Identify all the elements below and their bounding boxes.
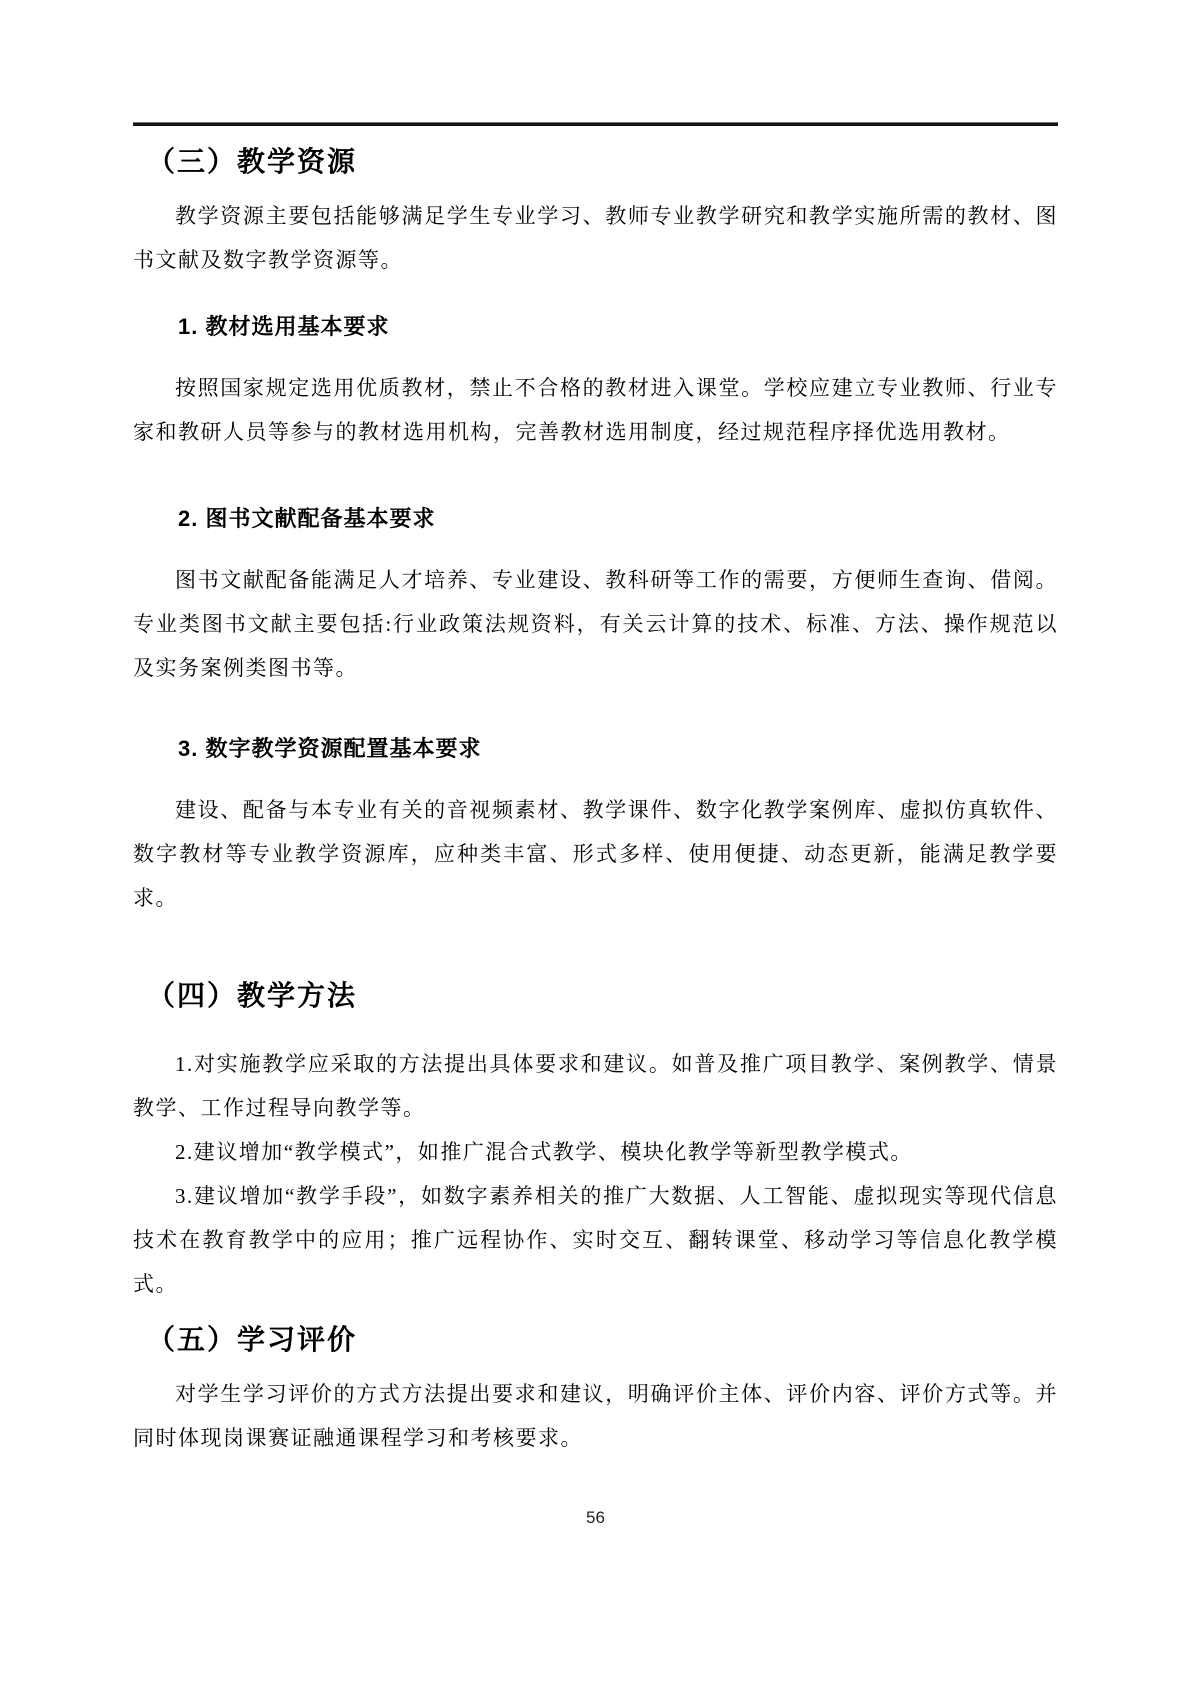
subsection-1-heading: 1. 教材选用基本要求 — [178, 314, 390, 339]
section-4-paragraph-2: 2.建议增加“教学模式”，如推广混合式教学、模块化教学等新型教学模式。 — [175, 1140, 913, 1164]
section-3-heading: （三）教学资源 — [147, 146, 358, 177]
subsection-1-paragraph: 按照国家规定选用优质教材，禁止不合格的教材进入课堂。学校应建立专业教师、行业专家和教研人员等参与的教材选用机构，完善教材选用制度，经过规范程序择优选用教材。 — [133, 376, 1058, 444]
subsection-3-heading: 3. 数字教学资源配置基本要求 — [178, 736, 482, 761]
page-number: 56 — [586, 1508, 605, 1527]
subsection-2-paragraph: 图书文献配备能满足人才培养、专业建设、教科研等工作的需要，方便师生查询、借阅。专业类图书文献主要包括:行业政策法规资料，有关云计算的技术、标准、方法、操作规范以及实务案例类图书等。 — [133, 568, 1058, 680]
section-3-intro-paragraph: 教学资源主要包括能够满足学生专业学习、教师专业教学研究和教学实施所需的教材、图书文献及数字教学资源等。 — [133, 204, 1058, 272]
section-4-paragraph-1: 1.对实施教学应采取的方法提出具体要求和建议。如普及推广项目教学、案例教学、情景教学、工作过程导向教学等。 — [133, 1052, 1058, 1120]
section-5-paragraph: 对学生学习评价的方式方法提出要求和建议，明确评价主体、评价内容、评价方式等。并同时体现岗课赛证融通课程学习和考核要求。 — [133, 1382, 1058, 1450]
subsection-2-heading: 2. 图书文献配备基本要求 — [178, 506, 436, 531]
subsection-3-paragraph: 建设、配备与本专业有关的音视频素材、教学课件、数字化教学案例库、虚拟仿真软件、数字教材等专业教学资源库，应种类丰富、形式多样、使用便捷、动态更新，能满足教学要求。 — [133, 798, 1058, 910]
section-5-heading: （五）学习评价 — [147, 1324, 358, 1355]
header-rule — [133, 122, 1058, 126]
section-4-heading: （四）教学方法 — [147, 980, 358, 1011]
section-4-paragraph-3: 3.建议增加“教学手段”，如数字素养相关的推广大数据、人工智能、虚拟现实等现代信息技术在教育教学中的应用；推广远程协作、实时交互、翻转课堂、移动学习等信息化教学模式。 — [133, 1184, 1058, 1296]
